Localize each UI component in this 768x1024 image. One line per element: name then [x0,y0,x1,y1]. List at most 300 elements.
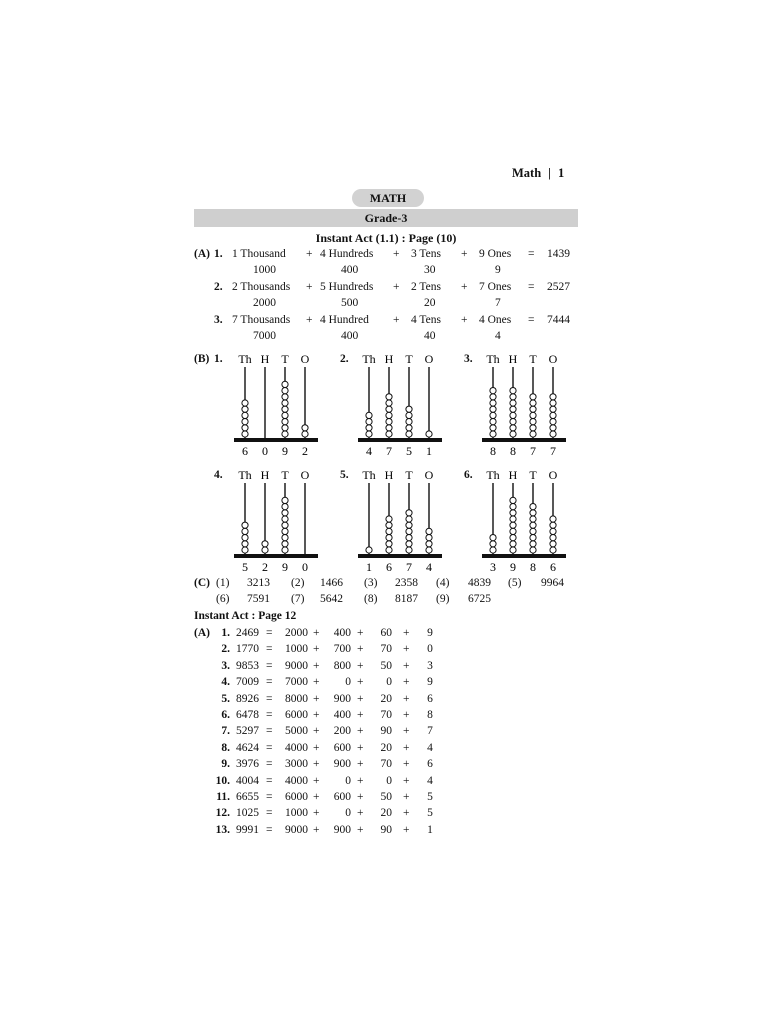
abacus-bead [530,406,536,412]
abacus-bead [282,381,288,387]
abacus-bead [262,547,268,553]
abacus-bead [302,431,308,437]
section1-title: Instant Act (1.1) : Page (10) [315,231,457,245]
abacus-bead [510,412,516,418]
row-number: 2. [221,643,230,656]
plus-sign: + [403,823,410,836]
equals-sign: = [266,676,273,689]
digit-label: 6 [242,444,248,458]
page-number: 1 [557,166,565,180]
abacus-bead [386,412,392,418]
hundreds-part: 900 [333,692,351,705]
tens-part: 70 [380,709,392,721]
item-number: (6) [216,593,230,605]
abacus-bead [386,541,392,547]
item-number: (7) [291,593,305,605]
equals-sign: = [266,774,273,787]
ones-part: 6 [427,692,433,705]
ones-words: 7 Ones [479,281,512,293]
digit-label: 6 [550,560,556,574]
equals-sign: = [266,725,273,738]
plus-sign: + [461,248,468,260]
abacus-bead [550,541,556,547]
ones-value: 7 [495,297,501,309]
abacus-bead [242,547,248,553]
plus-sign: + [313,807,320,820]
abacus-bead [530,400,536,406]
digit-label: 9 [282,444,288,458]
abacus-bead [530,394,536,400]
equals-sign: = [266,709,273,721]
abacus-bead [550,419,556,425]
abacus-bead [386,400,392,406]
abacus-bead [406,535,412,541]
abacus-base [358,438,442,442]
abacus-number: 6. [464,469,473,481]
abacus-base [358,554,442,558]
digit-label: 9 [282,560,288,574]
digit-label: 8 [510,444,516,458]
digit-label: 7 [386,444,392,458]
ones-part: 4 [427,741,433,754]
abacus-bead [386,419,392,425]
place-header: T [529,468,537,482]
number: 8926 [236,692,259,705]
ones-words: 4 Ones [479,314,512,326]
equals-sign: = [266,791,273,803]
digit-label: 4 [426,560,432,574]
item-number: (4) [436,577,450,589]
section1-label-b: (B) [194,353,210,365]
abacus-bead [242,535,248,541]
abacus-bead [386,425,392,431]
abacus-bead [366,547,372,553]
abacus-bead [490,406,496,412]
plus-sign: + [461,314,468,326]
ones-part: 7 [427,725,433,738]
thousands-words: 7 Thousands [232,314,291,326]
abacus-bead [386,522,392,528]
header-separator: | [548,166,551,180]
ones-value: 9 [495,264,501,276]
abacus-bead [490,419,496,425]
abacus-bead [510,535,516,541]
abacus-base [482,438,566,442]
plus-sign: + [313,758,320,771]
abacus-2 [358,352,458,462]
item-number: (2) [291,577,305,589]
hundreds-value: 400 [341,330,359,342]
row-number: 5. [221,692,230,705]
hundreds-part: 0 [345,807,351,820]
abacus-bead [406,547,412,553]
number: 9991 [236,823,259,836]
number: 2469 [236,627,259,639]
abacus-bead [386,516,392,522]
plus-sign: + [357,741,364,754]
plus-sign: + [403,791,410,803]
plus-sign: + [313,823,320,836]
number: 9853 [236,659,259,672]
thousands-part: 4000 [285,774,308,787]
abacus-bead [530,541,536,547]
item-number: (9) [436,593,450,605]
digit-label: 8 [530,560,536,574]
row-number: 3. [214,314,223,326]
place-header: O [300,352,310,366]
abacus-bead [550,406,556,412]
ones-part: 4 [427,774,433,787]
plus-sign: + [313,676,320,689]
abacus-bead [282,431,288,437]
thousands-part: 7000 [285,676,308,689]
hundreds-part: 700 [333,643,351,656]
ones-part: 9 [427,627,433,639]
hundreds-part: 0 [345,774,351,787]
header-subject: Math [512,166,542,180]
plus-sign: + [357,758,364,771]
abacus-bead [282,406,288,412]
hundreds-part: 0 [345,676,351,689]
plus-sign: + [306,248,313,260]
hundreds-part: 600 [333,741,351,754]
equals-sign: = [266,741,273,754]
place-header: T [281,468,289,482]
subject-pill: MATH [352,189,424,207]
abacus-base [482,554,566,558]
tens-part: 20 [380,807,392,820]
abacus-bead [282,528,288,534]
number: 5297 [236,725,259,738]
abacus-bead [510,504,516,510]
abacus-bead [490,388,496,394]
abacus-bead [530,419,536,425]
tens-part: 50 [380,659,392,672]
place-header: Th [362,468,376,482]
abacus-bead [530,510,536,516]
plus-sign: + [393,248,400,260]
abacus-bead [530,431,536,437]
place-header: H [260,352,270,366]
thousands-part: 6000 [285,709,308,721]
thousands-value: 7000 [253,330,276,342]
digit-label: 5 [406,444,412,458]
row-number: 9. [221,758,230,771]
item-numeral: 1466 [320,577,343,589]
abacus-bead [510,547,516,553]
section2-label-a: (A) [194,627,210,639]
abacus-bead [366,419,372,425]
tens-words: 3 Tens [411,248,441,260]
abacus-bead [406,412,412,418]
row-number: 6. [221,709,230,721]
abacus-bead [490,547,496,553]
plus-sign: + [306,314,313,326]
abacus-bead [490,394,496,400]
abacus-bead [510,541,516,547]
number: 4624 [236,741,259,754]
equals-sign: = [266,643,273,656]
hundreds-words: 4 Hundred [320,314,369,326]
hundreds-words: 5 Hundreds [320,281,374,293]
equals-sign: = [266,659,273,672]
number: 1770 [236,643,259,656]
hundreds-value: 400 [341,264,359,276]
place-header: H [260,468,270,482]
abacus-bead [550,528,556,534]
place-header: O [548,468,558,482]
tens-part: 50 [380,791,392,803]
abacus-bead [550,522,556,528]
ones-part: 0 [427,643,433,656]
item-number: (8) [364,593,378,605]
tens-part: 90 [380,725,392,738]
abacus-bead [302,425,308,431]
plus-sign: + [461,281,468,293]
plus-sign: + [357,725,364,738]
digit-label: 3 [490,560,496,574]
abacus-bead [406,528,412,534]
number: 4004 [236,774,259,787]
abacus-bead [242,412,248,418]
abacus-bead [490,541,496,547]
tens-part: 70 [380,643,392,656]
equals-sign: = [266,627,273,639]
place-header: T [281,352,289,366]
abacus-bead [510,400,516,406]
plus-sign: + [313,627,320,639]
abacus-bead [242,541,248,547]
hundreds-part: 400 [333,709,351,721]
hundreds-part: 800 [333,659,351,672]
number: 6655 [236,791,259,803]
ones-value: 4 [495,330,501,342]
section1-label-c: (C) [194,577,210,589]
thousands-part: 2000 [285,627,308,639]
abacus-bead [426,547,432,553]
hundreds-part: 900 [333,823,351,836]
abacus-bead [386,547,392,553]
plus-sign: + [403,676,410,689]
section1-label-a: (A) [194,248,210,260]
ones-part: 8 [427,709,433,721]
abacus-number: 2. [340,353,349,365]
plus-sign: + [357,643,364,656]
tens-words: 2 Tens [411,281,441,293]
abacus-bead [242,522,248,528]
abacus-bead [550,431,556,437]
abacus-bead [490,535,496,541]
abacus-bead [550,412,556,418]
place-header: T [405,468,413,482]
digit-label: 8 [490,444,496,458]
result-number: 1439 [547,248,570,260]
plus-sign: + [357,791,364,803]
item-numeral: 9964 [541,577,564,589]
digit-label: 0 [302,560,308,574]
abacus-bead [282,497,288,503]
place-header: O [424,352,434,366]
abacus-bead [490,431,496,437]
page-header [512,166,564,181]
plus-sign: + [393,314,400,326]
hundreds-part: 900 [333,758,351,771]
thousands-value: 2000 [253,297,276,309]
abacus-bead [282,419,288,425]
abacus-base [234,554,318,558]
plus-sign: + [357,627,364,639]
number: 1025 [236,807,259,820]
abacus-bead [262,541,268,547]
thousands-part: 5000 [285,725,308,738]
plus-sign: + [403,758,410,771]
hundreds-part: 200 [333,725,351,738]
item-number: (3) [364,577,378,589]
ones-part: 6 [427,758,433,771]
abacus-bead [242,400,248,406]
plus-sign: + [403,774,410,787]
abacus-bead [550,425,556,431]
number: 7009 [236,676,259,689]
plus-sign: + [313,741,320,754]
item-numeral: 3213 [247,577,270,589]
number: 3976 [236,758,259,771]
equals-sign: = [528,248,535,260]
digit-label: 9 [510,560,516,574]
digit-label: 0 [262,444,268,458]
tens-value: 30 [424,264,436,276]
plus-sign: + [357,774,364,787]
abacus-bead [490,400,496,406]
abacus-bead [406,510,412,516]
abacus-bead [550,400,556,406]
result-number: 2527 [547,281,570,293]
abacus-bead [426,535,432,541]
plus-sign: + [313,659,320,672]
digit-label: 7 [530,444,536,458]
abacus-bead [282,388,288,394]
abacus-bead [510,516,516,522]
abacus-bead [510,528,516,534]
abacus-bead [242,528,248,534]
row-number: 1. [221,627,230,639]
digit-label: 7 [550,444,556,458]
abacus-number: 5. [340,469,349,481]
thousands-part: 4000 [285,741,308,754]
digit-label: 2 [302,444,308,458]
abacus-bead [530,528,536,534]
place-header: H [384,352,394,366]
abacus-number: 3. [464,353,473,365]
abacus-bead [282,412,288,418]
plus-sign: + [403,692,410,705]
abacus-bead [406,425,412,431]
abacus-bead [366,431,372,437]
abacus-6 [482,468,582,578]
ones-part: 5 [427,807,433,820]
ones-part: 9 [427,676,433,689]
abacus-bead [510,425,516,431]
thousands-part: 1000 [285,807,308,820]
abacus-bead [530,516,536,522]
abacus-bead [510,510,516,516]
plus-sign: + [357,823,364,836]
place-header: H [508,352,518,366]
hundreds-value: 500 [341,297,359,309]
digit-label: 6 [386,560,392,574]
abacus-bead [490,425,496,431]
row-number: 7. [221,725,230,738]
abacus-bead [426,431,432,437]
abacus-5 [358,468,458,578]
row-number: 13. [215,823,230,836]
abacus-bead [510,394,516,400]
thousands-part: 6000 [285,791,308,803]
abacus-bead [386,406,392,412]
abacus-bead [242,419,248,425]
abacus-bead [550,547,556,553]
abacus-bead [386,431,392,437]
abacus-bead [490,412,496,418]
abacus-bead [282,522,288,528]
plus-sign: + [393,281,400,293]
abacus-bead [386,528,392,534]
abacus-bead [366,412,372,418]
item-numeral: 7591 [247,593,270,605]
thousands-part: 1000 [285,643,308,656]
ones-part: 5 [427,791,433,803]
ones-part: 3 [427,659,433,672]
equals-sign: = [266,758,273,771]
abacus-bead [426,528,432,534]
row-number: 8. [221,741,230,754]
plus-sign: + [403,725,410,738]
plus-sign: + [357,709,364,721]
digit-label: 5 [242,560,248,574]
tens-value: 20 [424,297,436,309]
abacus-number: 4. [214,469,223,481]
tens-words: 4 Tens [411,314,441,326]
place-header: H [384,468,394,482]
tens-part: 20 [380,692,392,705]
abacus-bead [550,516,556,522]
digit-label: 4 [366,444,372,458]
plus-sign: + [403,807,410,820]
abacus-bead [510,522,516,528]
equals-sign: = [266,823,273,836]
tens-value: 40 [424,330,436,342]
tens-part: 0 [386,676,392,689]
tens-part: 0 [386,774,392,787]
digit-label: 1 [426,444,432,458]
abacus-bead [282,535,288,541]
abacus-bead [242,425,248,431]
abacus-4 [234,468,334,578]
abacus-bead [282,510,288,516]
item-number: (5) [508,577,522,589]
row-number: 11. [216,791,230,803]
item-numeral: 4839 [468,577,491,589]
place-header: T [405,352,413,366]
abacus-3 [482,352,582,462]
row-number: 10. [215,774,230,787]
ones-words: 9 Ones [479,248,512,260]
item-numeral: 8187 [395,593,418,605]
place-header: O [424,468,434,482]
tens-part: 90 [380,823,392,836]
plus-sign: + [313,692,320,705]
number: 6478 [236,709,259,721]
